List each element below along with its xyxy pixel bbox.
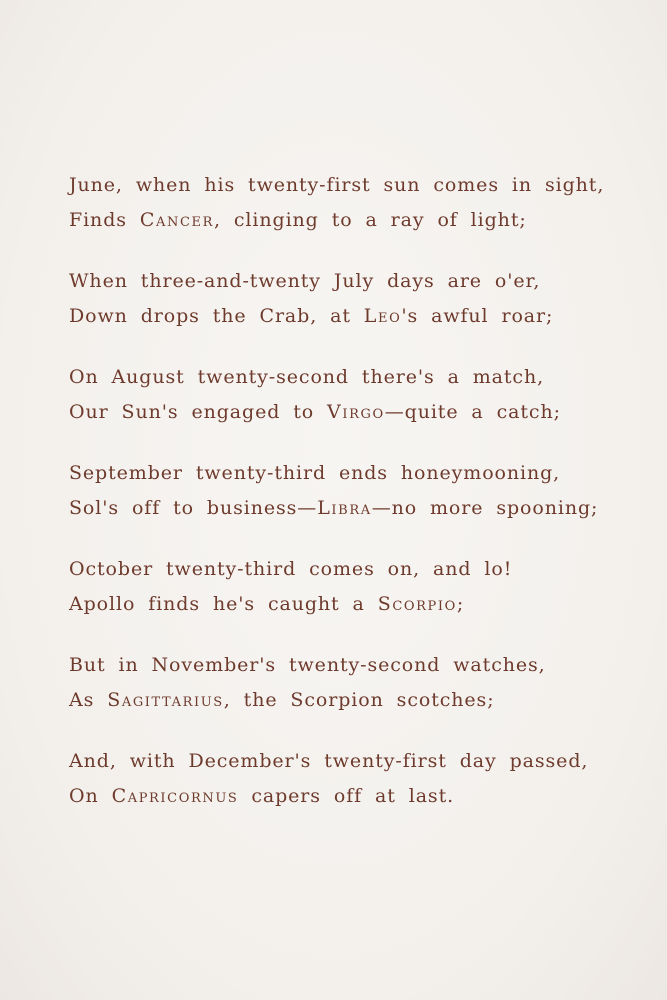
line-text: On	[69, 785, 112, 807]
poem-line	[69, 491, 649, 526]
line-text: Our Sun's engaged to	[69, 401, 328, 423]
stanza	[69, 360, 649, 430]
stanza	[69, 168, 649, 238]
poem-line: September twenty-third ends honeymooning,	[69, 462, 561, 484]
line-text: capers off at last.	[238, 785, 455, 807]
zodiac-sign-name: Leo	[363, 305, 402, 327]
line-text: Down drops the Crab, at	[69, 305, 364, 327]
stanza	[69, 264, 649, 334]
poem	[69, 168, 649, 840]
line-text: , clinging to a ray of light;	[214, 209, 527, 231]
poem-line	[69, 683, 649, 718]
zodiac-sign-name: Virgo	[327, 401, 385, 423]
line-text: Apollo finds he's caught a	[69, 593, 378, 615]
line-text: Finds	[69, 209, 140, 231]
line-text: —quite a catch;	[384, 401, 561, 423]
poem-line	[69, 395, 649, 430]
poem-line: And, with December's twenty-first day passed,	[69, 750, 589, 772]
stanza	[69, 744, 649, 814]
zodiac-sign-name: Scorpio	[377, 593, 457, 615]
poem-line	[69, 299, 649, 334]
zodiac-sign-name: Sagittarius	[107, 689, 224, 711]
line-text: ;	[456, 593, 465, 615]
line-text: Sol's off to business—	[69, 497, 318, 519]
poem-line	[69, 203, 649, 238]
line-text: 's awful roar;	[401, 305, 554, 327]
poem-line	[69, 587, 649, 622]
poem-line	[69, 779, 649, 814]
stanza	[69, 648, 649, 718]
zodiac-sign-name: Cancer	[139, 209, 214, 231]
line-text: —no more spooning;	[371, 497, 599, 519]
poem-line: When three-and-twenty July days are o'er,	[69, 270, 541, 292]
poem-line: But in November's twenty-second watches,	[69, 654, 546, 676]
zodiac-sign-name: Capricornus	[111, 785, 239, 807]
stanza	[69, 456, 649, 526]
zodiac-sign-name: Libra	[317, 497, 372, 519]
poem-line: On August twenty-second there's a match,	[69, 366, 545, 388]
poem-line: June, when his twenty-first sun comes in sight,	[69, 174, 605, 196]
line-text: , the Scorpion scotches;	[223, 689, 495, 711]
poem-line: October twenty-third comes on, and lo!	[69, 558, 513, 580]
stanza	[69, 552, 649, 622]
line-text: As	[69, 689, 108, 711]
